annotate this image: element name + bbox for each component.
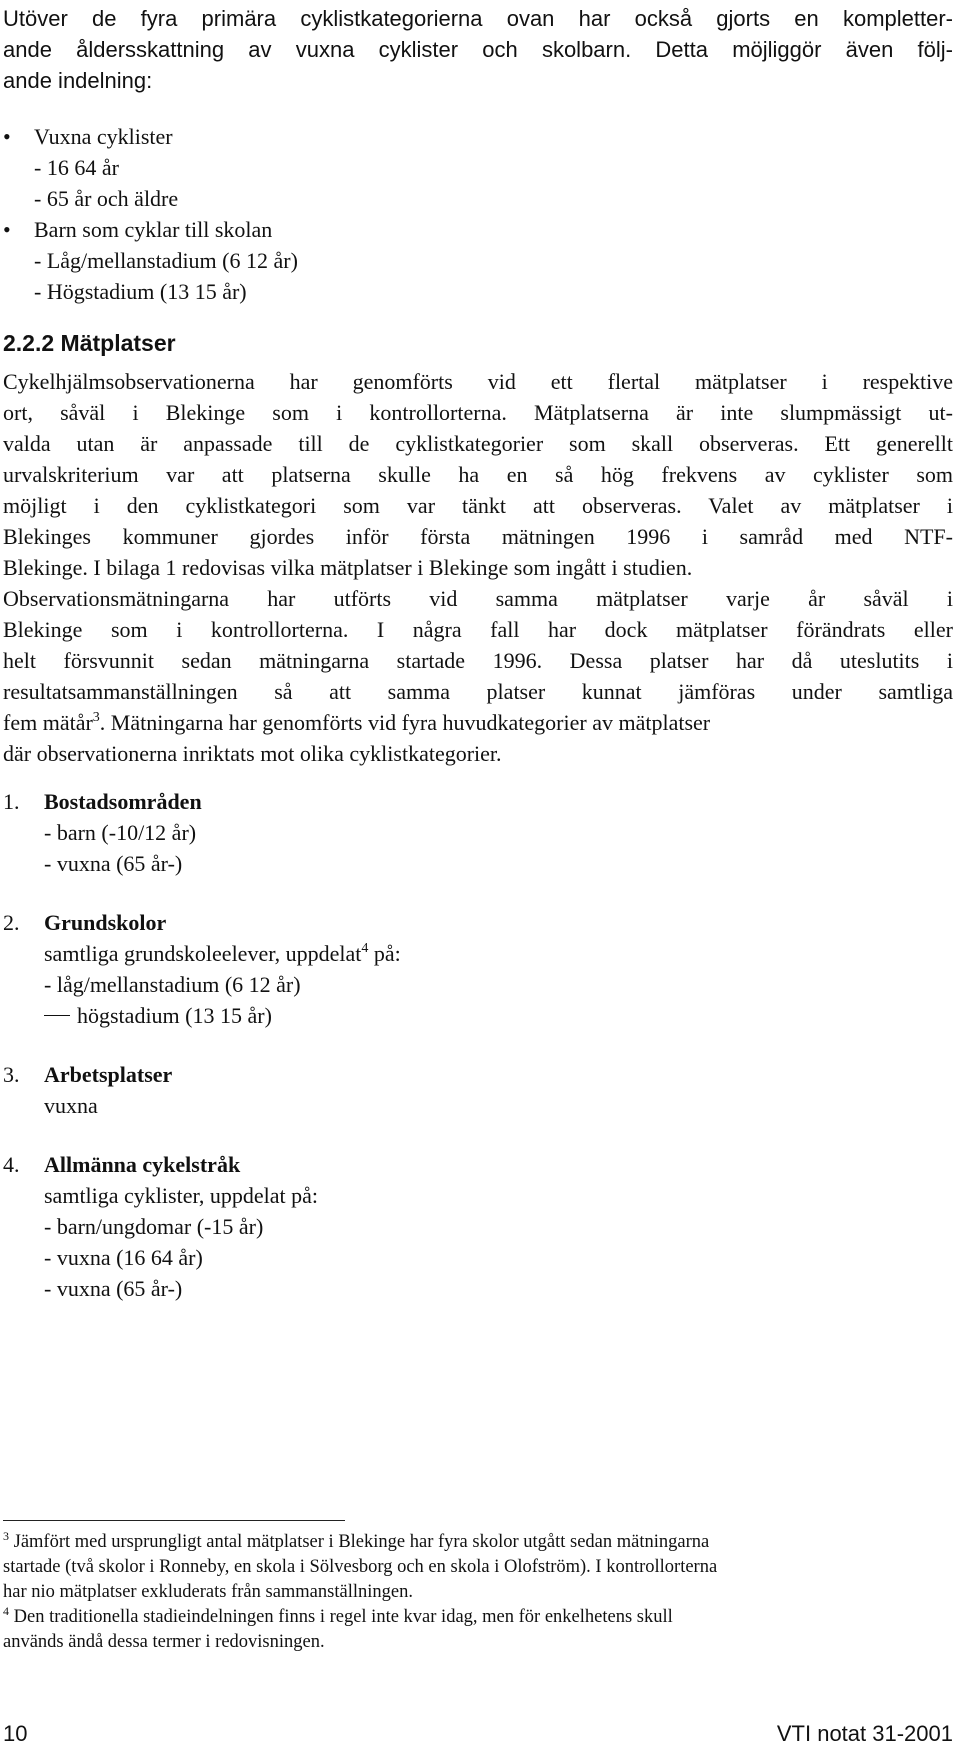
footnote-line: startade (två skolor i Ronneby, en skola i Sölvesborg och en skola i Olofström). I kontrollorterna [3, 1557, 718, 1577]
footnote [3, 1605, 953, 1655]
paragraph-line: helt försvunnit sedan mätningarna startade 1996. Dessa platser har då uteslutits i [3, 648, 953, 673]
list-item [3, 214, 953, 245]
paragraph-line: där observationerna inriktats mot olika cyklistkategorier. [3, 741, 502, 766]
paragraph-line: Blekinges kommuner gjordes inför första mätningen 1996 i samråd med NTF- [3, 524, 953, 549]
item-line: - vuxna (65 år-) [44, 1276, 183, 1301]
list-item [3, 121, 953, 152]
bullet-icon: • [3, 217, 11, 242]
sub-item: - 16 64 år [34, 155, 119, 180]
intro-line: Utöver de fyra primära cyklistkategorierna ovan har också gjorts en kompletter- [3, 6, 953, 31]
item-line-rest: på: [368, 941, 401, 966]
footnote-ref[interactable]: 3 [92, 710, 100, 725]
item-line: - barn (-10/12 år) [44, 820, 197, 845]
line-rest: . Mätningarna har genomförts vid fyra huvudkategorier av mätplatser [99, 710, 711, 735]
footnote-divider [3, 1520, 345, 1521]
category-item [3, 907, 953, 1031]
paragraph-line: resultatsammanställningen så att samma platser kunnat jämföras under samtliga [3, 679, 953, 704]
bullet-label: Barn som cyklar till skolan [34, 217, 273, 242]
item-line: samtliga cyklister, uppdelat på: [44, 1183, 319, 1208]
sub-item: - Låg/mellanstadium (6 12 år) [34, 248, 298, 273]
category-item [3, 786, 953, 879]
item-title: Grundskolor [44, 910, 167, 935]
bullet-list [3, 121, 953, 307]
section-heading: 2.2.2 Mätplatser [3, 330, 176, 356]
footnote-mark: 3 [3, 1529, 9, 1543]
paragraph-line: möjligt i den cyklistkategori som var tänkt att observeras. Valet av mätplatser i [3, 493, 953, 518]
report-id: VTI notat 31-2001 [776, 1721, 953, 1746]
page-number: 10 [3, 1721, 28, 1746]
item-number: 2. [3, 910, 20, 935]
item-number: 1. [3, 789, 20, 814]
body-paragraph [3, 366, 953, 769]
paragraph-line: valda utan är anpassade till de cyklistkategorier som skall observeras. Ett generellt [3, 431, 953, 456]
item-title: Arbetsplatser [44, 1062, 173, 1087]
dash-icon [44, 1015, 70, 1016]
footnote-line: Den traditionella stadieindelningen finns i regel inte kvar idag, men för enkelhetens skull [13, 1607, 673, 1627]
bullet-icon: • [3, 124, 11, 149]
paragraph-line: urvalskriterium var att platserna skulle ha en så hög frekvens av cyklister som [3, 462, 953, 487]
item-number: 4. [3, 1152, 20, 1177]
footnotes [3, 1530, 953, 1655]
footnote-ref[interactable]: 4 [361, 941, 369, 956]
item-line: - vuxna (16 64 år) [44, 1245, 203, 1270]
item-number: 3. [3, 1062, 20, 1087]
intro-line: ande åldersskattning av vuxna cyklister och skolbarn. Detta möjliggör även följ- [3, 37, 953, 62]
bullet-label: Vuxna cyklister [34, 124, 173, 149]
item-line: vuxna [44, 1093, 98, 1118]
item-line-text: högstadium (13 15 år) [77, 1003, 272, 1028]
item-line: - barn/ungdomar (-15 år) [44, 1214, 264, 1239]
paragraph-line: Cykelhjälmsobservationerna har genomförts vid ett flertal mätplatser i respektive [3, 369, 953, 394]
item-line [44, 1000, 401, 1031]
footnote-line: används ändå dessa termer i redovisningen. [3, 1632, 325, 1652]
intro-paragraph [3, 3, 953, 96]
sub-item: - 65 år och äldre [34, 186, 179, 211]
item-line: - låg/mellanstadium (6 12 år) [44, 972, 301, 997]
footnote-line: har nio mätplatser exkluderats från sammanställningen. [3, 1582, 413, 1602]
item-line-text: samtliga grundskoleelever, uppdelat [44, 941, 362, 966]
line-start: fem mätår [3, 710, 93, 735]
footnote-line: Jämfört med ursprungligt antal mätplatser i Blekinge har fyra skolor utgått sedan mätningarna [13, 1532, 710, 1552]
item-title: Bostadsområden [44, 789, 202, 814]
category-item [3, 1059, 953, 1121]
paragraph-line [3, 707, 953, 738]
paragraph-line: Blekinge som i kontrollorterna. I några fall har dock mätplatser förändrats eller [3, 617, 953, 642]
footnote [3, 1530, 953, 1605]
category-item [3, 1149, 953, 1304]
item-line [44, 938, 401, 969]
item-line: - vuxna (65 år-) [44, 851, 183, 876]
sub-item: - Högstadium (13 15 år) [34, 279, 247, 304]
paragraph-line: Observationsmätningarna har utförts vid samma mätplatser varje år såväl i [3, 586, 953, 611]
item-title: Allmänna cykelstråk [44, 1152, 241, 1177]
footnote-mark: 4 [3, 1604, 9, 1618]
intro-line: ande indelning: [3, 68, 153, 93]
paragraph-line: ort, såväl i Blekinge som i kontrollorterna. Mätplatserna är inte slumpmässigt ut- [3, 400, 953, 425]
category-list [3, 786, 953, 1304]
paragraph-line: Blekinge. I bilaga 1 redovisas vilka mätplatser i Blekinge som ingått i studien. [3, 555, 693, 580]
